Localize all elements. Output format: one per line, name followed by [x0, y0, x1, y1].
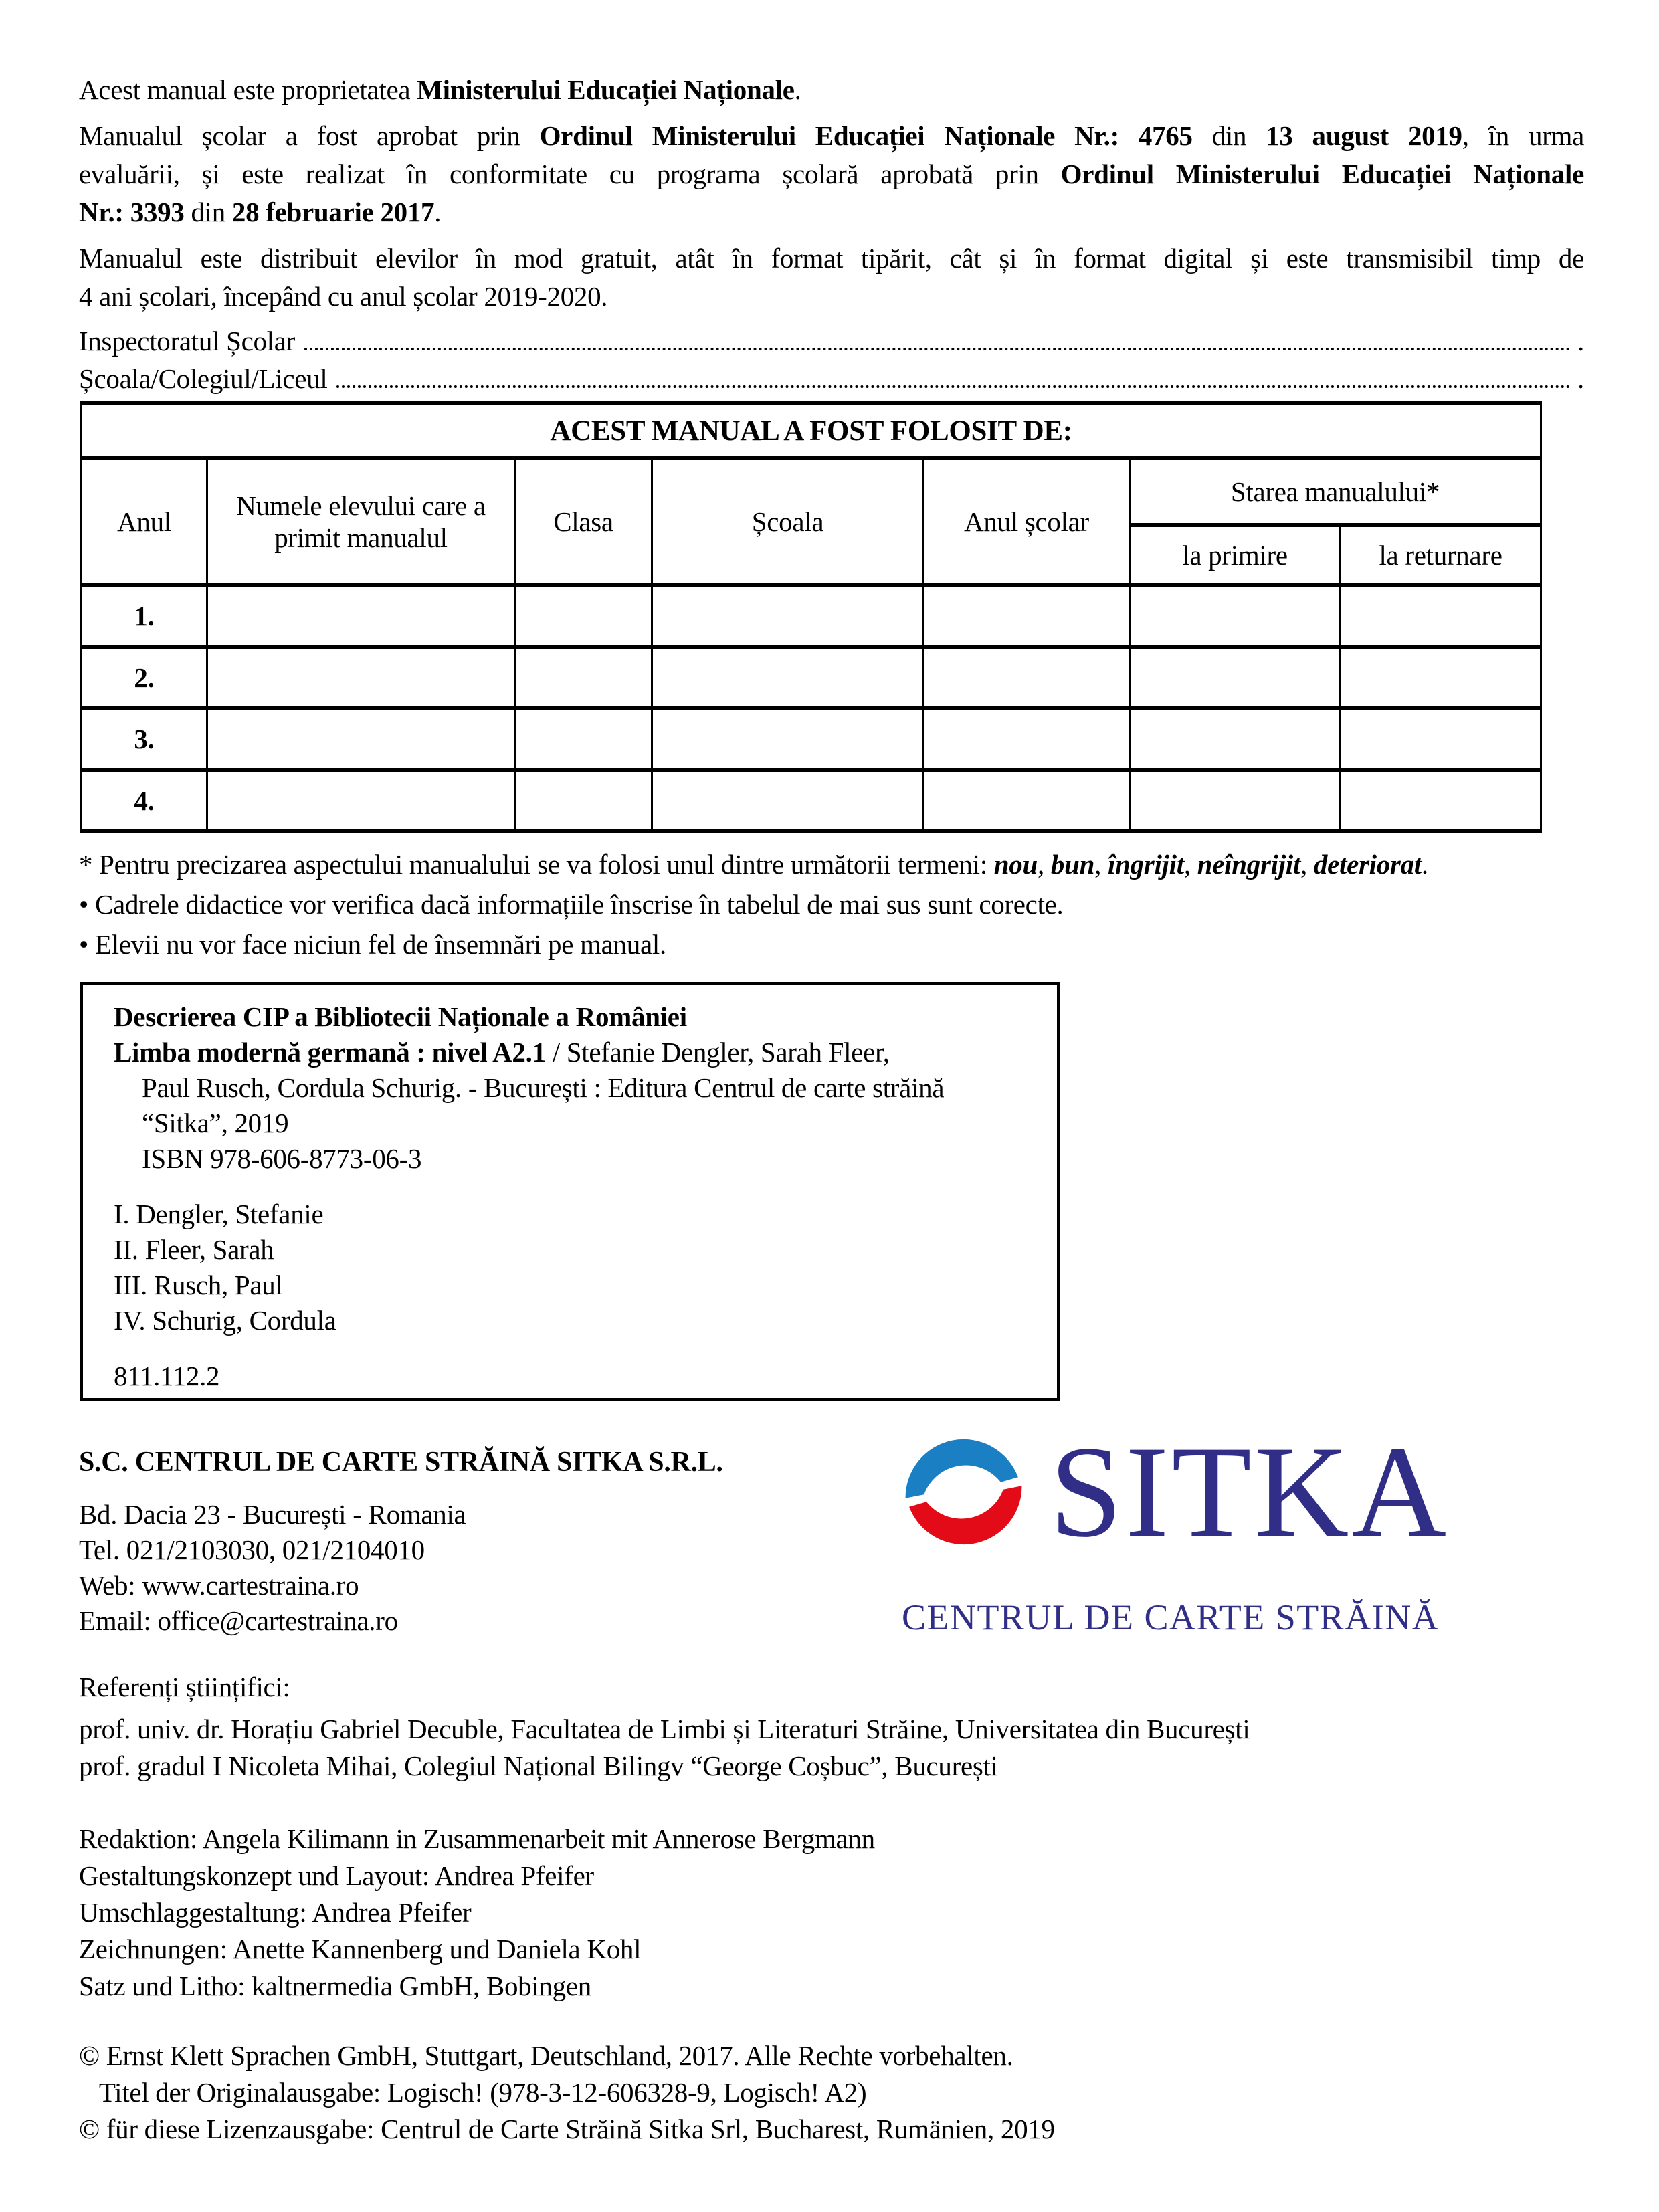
empty-cell — [652, 708, 924, 770]
fill-line-scoala — [79, 361, 1584, 396]
text-line — [79, 239, 1584, 278]
text-line — [114, 1070, 1037, 1106]
empty-cell — [1341, 647, 1541, 708]
text-segment: Manualul școlar a fost aprobat prin — [79, 120, 540, 151]
text-segment: Ordinul Ministerului Educației Naționale — [1060, 159, 1584, 189]
text-segment: * Pentru precizarea aspectului manualului se va folosi unul dintre următorii termeni: — [79, 849, 994, 880]
text-line: Zeichnungen: Anette Kannenberg und Daniela Kohl — [79, 1934, 642, 1965]
text-segment: din — [184, 197, 232, 227]
footnotes-section — [79, 844, 1591, 965]
text-line — [79, 924, 1591, 965]
text-line: Titel der Originalausgabe: Logisch! (978-3-12-606328-9, Logisch! A2) — [79, 2077, 867, 2108]
fill-line-label: Școala/Colegiul/Liceul — [79, 363, 328, 394]
text-segment: Manualul este distribuit elevilor în mod gratuit, atât în format tipărit, cât și în format digital și este transmisibil timp de — [79, 243, 1584, 274]
fill-line-period: . — [1577, 363, 1584, 394]
text-line: Umschlaggestaltung: Andrea Pfeifer — [79, 1897, 472, 1928]
text-line — [79, 155, 1584, 193]
column-header-anul-scolar: Anul școlar — [924, 458, 1130, 585]
text-line: Email: office@cartestraina.ro — [79, 1605, 398, 1636]
row-number: 4. — [82, 770, 207, 831]
column-header-la-primire: la primire — [1130, 525, 1341, 585]
text-segment: . — [434, 197, 442, 227]
sitka-logo-row — [902, 1419, 1534, 1565]
text-segment: din — [1192, 120, 1266, 151]
text-segment: IV. Schurig, Cordula — [114, 1305, 336, 1336]
text-segment: Ministerului Educației Naționale — [417, 74, 795, 105]
text-segment: deteriorat — [1313, 849, 1422, 880]
empty-cell — [1341, 708, 1541, 770]
intro-paragraph-distribution — [79, 239, 1584, 316]
text-segment: • Cadrele didactice vor verifica dacă informațiile înscrise în tabelul de mai sus sunt corecte. — [79, 889, 1064, 920]
sitka-logo — [902, 1419, 1534, 1638]
empty-cell — [1341, 585, 1541, 647]
column-header-numele-elevului: Numele elevului care a primit manualul — [207, 458, 515, 585]
fill-line-inspectorat — [79, 324, 1584, 359]
empty-cell — [924, 647, 1130, 708]
text-segment: 811.112.2 — [114, 1361, 220, 1391]
table-header-row — [82, 458, 1541, 525]
text-line — [79, 278, 1584, 316]
empty-cell — [924, 770, 1130, 831]
dotted-leader — [304, 324, 1571, 350]
text-line: prof. univ. dr. Horațiu Gabriel Decuble, Facultatea de Limbi și Literaturi Străine, Universitatea din București — [79, 1714, 1250, 1744]
text-line — [114, 1035, 1037, 1070]
empty-cell — [1130, 585, 1341, 647]
text-segment: . — [1421, 849, 1428, 880]
publisher-name: S.C. CENTRUL DE CARTE STRĂINĂ SITKA S.R.L. — [79, 1447, 723, 1478]
text-line — [114, 1232, 1037, 1268]
text-line — [114, 1141, 1037, 1177]
text-segment: , — [1037, 849, 1051, 880]
text-segment: Acest manual este proprietatea — [79, 74, 417, 105]
empty-cell — [652, 770, 924, 831]
text-segment: Ordinul Ministerului Educației Naționale Nr.: 4765 — [539, 120, 1193, 151]
text-segment: • Elevii nu vor face niciun fel de însemnări pe manual. — [79, 929, 666, 960]
text-line: prof. gradul I Nicoleta Mihai, Colegiul Național Bilingv “George Coșbuc”, București — [79, 1750, 998, 1781]
text-segment: “Sitka”, 2019 — [142, 1108, 289, 1138]
text-segment: evaluării, și este realizat în conformitate cu programa școlară aprobată prin — [79, 159, 1061, 189]
empty-cell — [652, 585, 924, 647]
empty-cell — [207, 585, 515, 647]
table-title-row — [82, 403, 1541, 458]
text-segment: 13 august 2019 — [1266, 120, 1462, 151]
text-segment: 28 februarie 2017 — [231, 197, 435, 227]
table-row-1 — [82, 585, 1541, 647]
empty-cell — [924, 708, 1130, 770]
text-line — [114, 1268, 1037, 1303]
text-line: Satz und Litho: kaltnermedia GmbH, Bobingen — [79, 1971, 591, 2001]
text-segment: 4 ani școlari, începând cu anul școlar 2019-2020. — [79, 281, 608, 312]
empty-cell — [924, 585, 1130, 647]
text-segment: I. Dengler, Stefanie — [114, 1199, 324, 1229]
logo-subtitle: CENTRUL DE CARTE STRĂINĂ — [902, 1597, 1440, 1637]
table-title: ACEST MANUAL A FOST FOLOSIT DE: — [82, 403, 1541, 458]
empty-cell — [1130, 770, 1341, 831]
text-segment: îngrijit — [1108, 849, 1184, 880]
text-segment: , — [1300, 849, 1314, 880]
credits-section — [79, 1821, 1591, 2005]
text-line — [79, 884, 1591, 924]
intro-paragraph-ownership — [79, 71, 1584, 109]
text-line — [114, 1106, 1037, 1141]
row-number: 2. — [82, 647, 207, 708]
fill-line-label: Inspectoratul Școlar — [79, 326, 296, 357]
empty-cell — [515, 708, 652, 770]
text-line — [114, 1303, 1037, 1338]
empty-cell — [207, 708, 515, 770]
text-segment: , — [1094, 849, 1108, 880]
publisher-info — [79, 1443, 882, 1639]
text-line — [79, 844, 1591, 884]
text-segment: / Stefanie Dengler, Sarah Fleer, — [545, 1037, 890, 1068]
row-number: 1. — [82, 585, 207, 647]
text-segment: nou — [993, 849, 1038, 880]
intro-section — [79, 71, 1584, 396]
dotted-leader — [336, 361, 1571, 388]
copyright-section — [79, 2037, 1591, 2148]
logo-wordmark: SITKA — [1050, 1419, 1450, 1565]
swirl-red-crescent — [909, 1486, 1021, 1544]
text-line — [114, 999, 1037, 1035]
text-line: Tel. 021/2103030, 021/2104010 — [79, 1534, 425, 1565]
text-line — [114, 1197, 1037, 1232]
column-header-anul: Anul — [82, 458, 207, 585]
referents-lines — [79, 1711, 1591, 1785]
table-row-2 — [82, 647, 1541, 708]
text-line: Gestaltungskonzept und Layout: Andrea Pfeifer — [79, 1860, 594, 1891]
empty-cell — [515, 585, 652, 647]
table-row-3 — [82, 708, 1541, 770]
empty-cell — [1341, 770, 1541, 831]
text-segment: II. Fleer, Sarah — [114, 1234, 274, 1265]
usage-table — [80, 401, 1542, 833]
text-line: © Ernst Klett Sprachen GmbH, Stuttgart, Deutschland, 2017. Alle Rechte vorbehalten. — [79, 2040, 1013, 2071]
text-segment: , — [1183, 849, 1197, 880]
text-segment: bun — [1050, 849, 1095, 880]
empty-cell — [652, 647, 924, 708]
text-line: Redaktion: Angela Kilimann in Zusammenarbeit mit Annerose Bergmann — [79, 1823, 875, 1854]
empty-cell — [1130, 708, 1341, 770]
text-line — [114, 1359, 1037, 1394]
text-segment: Descrierea CIP a Bibliotecii Naționale a României — [114, 1001, 687, 1032]
referents-heading: Referenți științifici: — [79, 1672, 290, 1702]
referents-section — [79, 1669, 1591, 1785]
text-segment: III. Rusch, Paul — [114, 1270, 283, 1300]
column-header-scoala: Școala — [652, 458, 924, 585]
text-segment: ISBN 978-606-8773-06-3 — [142, 1143, 422, 1174]
footnote-star — [79, 844, 1591, 884]
empty-cell — [207, 770, 515, 831]
text-segment: , în urma — [1462, 120, 1584, 151]
empty-cell — [515, 647, 652, 708]
intro-paragraph-approval — [79, 117, 1584, 231]
cip-box — [80, 982, 1060, 1401]
column-header-la-returnare: la returnare — [1341, 525, 1541, 585]
empty-cell — [1130, 647, 1341, 708]
text-line: Web: www.cartestraina.ro — [79, 1570, 359, 1601]
sitka-swirl-icon — [902, 1430, 1026, 1554]
text-segment: neîngrijit — [1197, 849, 1300, 880]
text-segment: Nr.: 3393 — [79, 197, 185, 227]
text-segment: Limba modernă germană : nivel A2.1 — [114, 1037, 546, 1068]
swirl-blue-crescent — [906, 1439, 1018, 1498]
table-row-4 — [82, 770, 1541, 831]
text-segment: . — [794, 74, 801, 105]
text-line — [79, 117, 1584, 155]
column-header-clasa: Clasa — [515, 458, 652, 585]
footnote-bullets — [79, 884, 1591, 965]
empty-cell — [207, 647, 515, 708]
text-line — [79, 193, 1584, 231]
publisher-contact-lines — [79, 1497, 882, 1639]
text-segment: Paul Rusch, Cordula Schurig. - București : Editura Centrul de carte străină — [142, 1072, 945, 1103]
text-line — [79, 71, 1584, 109]
text-line: Bd. Dacia 23 - București - Romania — [79, 1499, 466, 1530]
empty-cell — [515, 770, 652, 831]
column-header-starea-manualului: Starea manualului* — [1130, 458, 1541, 525]
row-number: 3. — [82, 708, 207, 770]
fill-line-period: . — [1577, 326, 1584, 357]
text-line: © für diese Lizenzausgabe: Centrul de Carte Străină Sitka Srl, Bucharest, Rumänien, 2019 — [79, 2114, 1055, 2144]
